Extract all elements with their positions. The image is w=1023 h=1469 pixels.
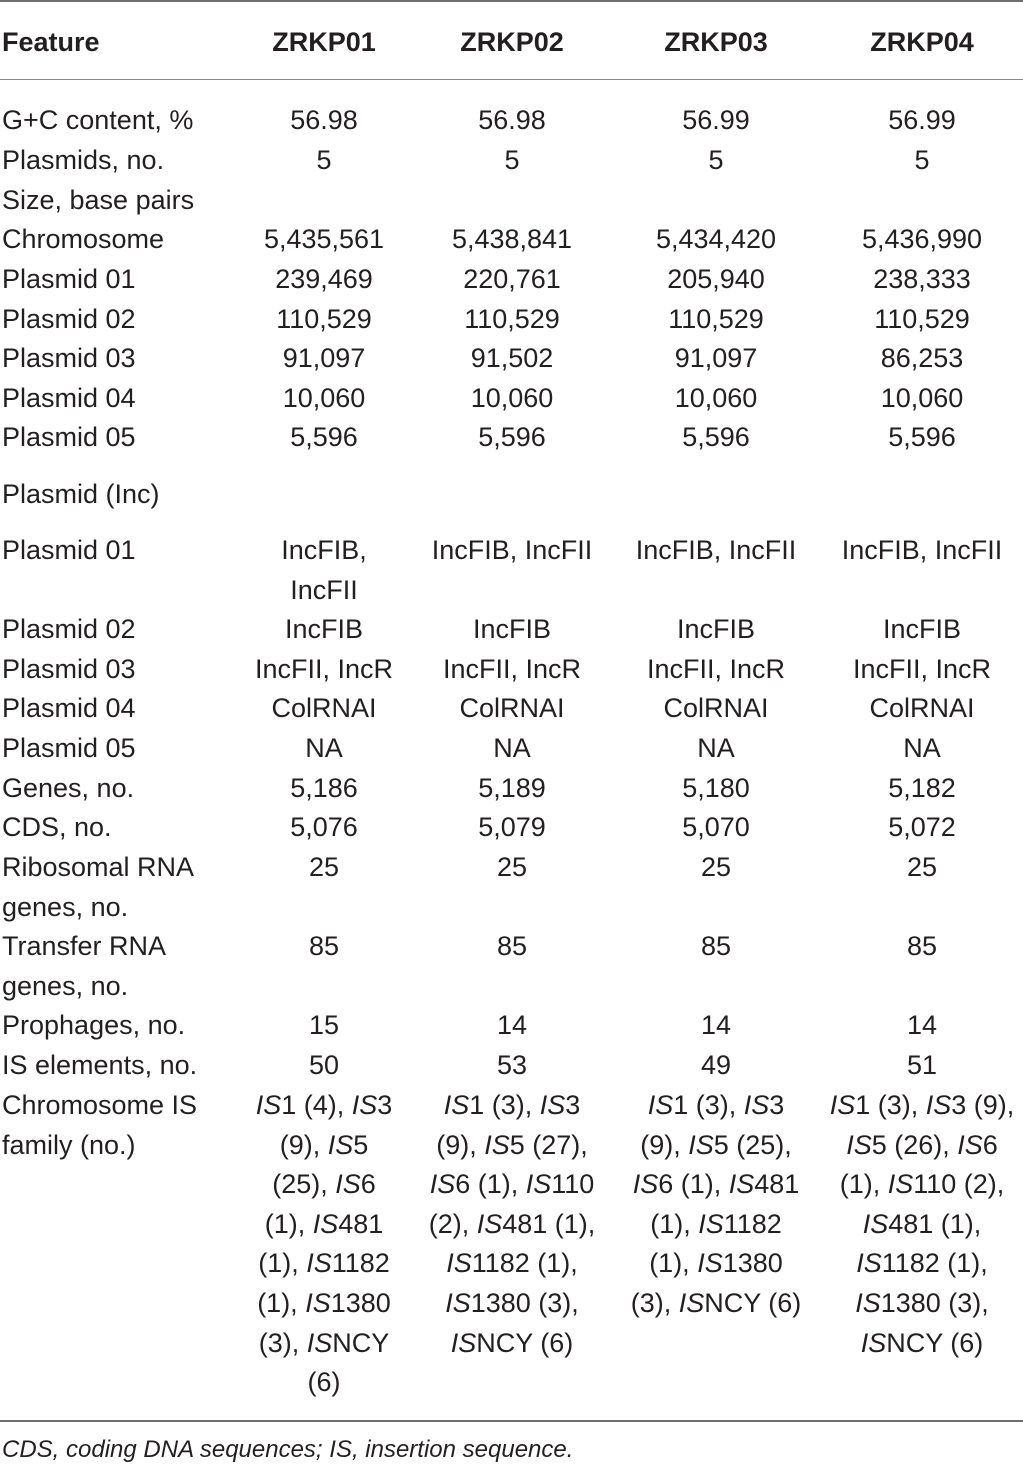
header-zrkp02: ZRKP02 <box>460 27 564 57</box>
table-cell-label: Plasmid 01 <box>2 535 136 565</box>
is-prefix: IS <box>846 1129 872 1160</box>
table-cell-zrkp03: 5,596 <box>682 422 750 452</box>
is-family-cell-zrkp03: IS1 (3), IS3 (9), IS5 (25), IS6 (1), IS481 (1), IS1182 (1), IS1380 (3), ISNCY (6) <box>630 1090 802 1318</box>
is-prefix: IS <box>698 1208 724 1239</box>
is-prefix: IS <box>312 1208 339 1239</box>
is-prefix: IS <box>632 1169 659 1200</box>
is-prefix: IS <box>443 1090 470 1120</box>
table-cell-zrkp04: 14 <box>906 1010 938 1040</box>
table-cell-label: G+C content, % <box>2 105 194 135</box>
is-prefix: IS <box>306 1248 332 1279</box>
table-cell-zrkp04: 86,253 <box>880 343 964 373</box>
header-zrkp03: ZRKP03 <box>664 27 768 57</box>
table-cell-label: Chromosome <box>2 224 165 254</box>
table-cell-zrkp03: 110,529 <box>668 304 764 334</box>
is-prefix: IS <box>351 1090 378 1120</box>
table-cell-zrkp03: 49 <box>700 1050 732 1080</box>
is-family-cell-zrkp02: IS1 (3), IS3 (9), IS5 (27), IS6 (1), IS110 (2), IS481 (1), IS1182 (1), IS1380 (3), ISNCY (6) <box>428 1090 596 1358</box>
table-cell-zrkp01: 56.98 <box>290 105 358 135</box>
table-cell-label: Plasmid 03 <box>2 654 136 684</box>
table-cell-zrkp02: 85 <box>496 931 528 961</box>
table-cell-label: Chromosome IS family (no.) <box>2 1090 198 1160</box>
table-cell-zrkp01: 85 <box>308 931 340 961</box>
table-cell-zrkp02: 25 <box>496 852 528 882</box>
table-cell-zrkp03: ColRNAI <box>663 693 769 723</box>
table-cell-zrkp01: 5 <box>316 145 332 175</box>
table-cell-zrkp02: 14 <box>496 1010 528 1040</box>
header-zrkp01: ZRKP01 <box>272 27 376 57</box>
table-cell-zrkp02: 5,596 <box>478 422 546 452</box>
table-cell-zrkp02: 110,529 <box>464 304 560 334</box>
table-cell-zrkp04: 5,182 <box>888 773 956 803</box>
is-prefix: IS <box>688 1129 714 1160</box>
is-prefix: IS <box>925 1090 952 1120</box>
table-cell-zrkp01: 15 <box>308 1010 340 1040</box>
is-prefix: IS <box>450 1327 477 1358</box>
table-cell-zrkp02: ColRNAI <box>459 693 565 723</box>
table-cell-zrkp04: 56.99 <box>888 105 956 135</box>
table-cell-zrkp04: NA <box>903 733 941 763</box>
table-cell-label: Ribosomal RNA genes, no. <box>2 852 195 922</box>
table-cell-zrkp01: IncFIB, IncFII <box>281 535 367 605</box>
header-feature: Feature <box>2 27 100 57</box>
is-prefix: IS <box>327 1129 354 1160</box>
is-prefix: IS <box>305 1287 331 1318</box>
table-cell-zrkp02: 10,060 <box>470 383 554 413</box>
table-cell-zrkp01: 10,060 <box>282 383 366 413</box>
table-cell-zrkp02: 220,761 <box>463 264 561 294</box>
table-cell-zrkp02: 5,438,841 <box>451 224 573 254</box>
table-cell-label: Plasmid 05 <box>2 422 136 452</box>
table-cell-zrkp02: 5,189 <box>478 773 546 803</box>
table-cell-label: Prophages, no. <box>2 1010 186 1040</box>
table-cell-zrkp01: 50 <box>308 1050 340 1080</box>
is-prefix: IS <box>446 1248 472 1279</box>
is-prefix: IS <box>887 1169 914 1200</box>
table-cell-zrkp04: 10,060 <box>880 383 964 413</box>
is-prefix: IS <box>539 1090 566 1120</box>
table-cell-zrkp01: 91,097 <box>282 343 366 373</box>
table-cell-label: Plasmids, no. <box>2 145 165 175</box>
table-cell-zrkp04: 51 <box>906 1050 938 1080</box>
table-cell-zrkp03: IncFII, IncR <box>646 654 786 684</box>
is-prefix: IS <box>306 1327 333 1358</box>
table-cell-zrkp03: 5,434,420 <box>655 224 777 254</box>
is-prefix: IS <box>484 1129 510 1160</box>
table-cell-zrkp01: 5,186 <box>290 773 358 803</box>
header-zrkp04: ZRKP04 <box>870 27 974 57</box>
table-cell-zrkp03: 10,060 <box>674 383 758 413</box>
is-prefix: IS <box>476 1208 503 1239</box>
table-bottom-rule <box>0 1420 1023 1422</box>
table-cell-zrkp03: NA <box>697 733 735 763</box>
table-cell-zrkp01: ColRNAI <box>271 693 377 723</box>
table-cell-label: Plasmid 02 <box>2 304 136 334</box>
table-cell-zrkp01: 5,435,561 <box>263 224 385 254</box>
table-cell-label: Plasmid 04 <box>2 693 136 723</box>
table-cell-zrkp02: NA <box>493 733 531 763</box>
table-cell-zrkp04: IncFIB <box>882 614 962 644</box>
table-cell-zrkp02: 91,502 <box>470 343 554 373</box>
table-cell-label: IS elements, no. <box>2 1050 198 1080</box>
table-cell-label: Plasmid 01 <box>2 264 136 294</box>
table-cell-zrkp02: 5,079 <box>478 812 546 842</box>
table-cell-zrkp04: 110,529 <box>874 304 970 334</box>
table-cell-zrkp03: 56.99 <box>682 105 750 135</box>
table-cell-zrkp04: 5,596 <box>888 422 956 452</box>
table-cell-zrkp03: 25 <box>700 852 732 882</box>
table-cell-zrkp01: 5,076 <box>290 812 358 842</box>
table-cell-zrkp04: 25 <box>906 852 938 882</box>
is-prefix: IS <box>860 1327 887 1358</box>
table-cell-zrkp01: NA <box>305 733 343 763</box>
table-footnote: CDS, coding DNA sequences; IS, insertion sequence. <box>2 1436 574 1463</box>
table-cell-zrkp01: 25 <box>308 852 340 882</box>
table-top-rule <box>0 0 1023 2</box>
table-cell-zrkp03: IncFIB, IncFII <box>635 535 797 565</box>
is-prefix: IS <box>829 1090 856 1120</box>
table-cell-label: Plasmid 04 <box>2 383 136 413</box>
is-prefix: IS <box>743 1090 770 1120</box>
is-prefix: IS <box>525 1169 552 1200</box>
table-cell-label: Transfer RNA genes, no. <box>2 931 167 1001</box>
is-prefix: IS <box>445 1287 471 1318</box>
table-cell-zrkp01: 5,596 <box>290 422 358 452</box>
table-cell-zrkp02: 5 <box>504 145 520 175</box>
table-cell-zrkp03: 85 <box>700 931 732 961</box>
is-prefix: IS <box>429 1169 456 1200</box>
table-cell-zrkp04: ColRNAI <box>869 693 975 723</box>
is-family-cell-zrkp01: IS1 (4), IS3 (9), IS5 (25), IS6 (1), IS481 (1), IS1182 (1), IS1380 (3), ISNCY (6) <box>255 1090 393 1398</box>
table-cell-label: CDS, no. <box>2 812 112 842</box>
table-cell-zrkp01: IncFIB <box>284 614 364 644</box>
table-header-rule <box>0 79 1023 80</box>
is-prefix: IS <box>957 1129 983 1160</box>
table-cell-zrkp03: 5 <box>708 145 724 175</box>
table-cell-zrkp04: IncFII, IncR <box>852 654 992 684</box>
table-cell-label: Plasmid 02 <box>2 614 136 644</box>
table-cell-zrkp02: IncFII, IncR <box>442 654 582 684</box>
table-cell-zrkp04: 5,072 <box>888 812 956 842</box>
table-cell-zrkp01: IncFII, IncR <box>254 654 394 684</box>
is-prefix: IS <box>855 1287 881 1318</box>
is-prefix: IS <box>862 1208 889 1239</box>
table-cell-zrkp02: 56.98 <box>478 105 546 135</box>
table-cell-zrkp03: IncFIB <box>676 614 756 644</box>
table-cell-zrkp02: 53 <box>496 1050 528 1080</box>
table-cell-zrkp03: 205,940 <box>667 264 765 294</box>
is-prefix: IS <box>335 1169 361 1200</box>
table-cell-zrkp01: 110,529 <box>276 304 372 334</box>
table-cell-zrkp03: 5,180 <box>682 773 750 803</box>
table-cell-label: Plasmid 03 <box>2 343 136 373</box>
table-cell-zrkp03: 5,070 <box>682 812 750 842</box>
is-prefix: IS <box>728 1169 755 1200</box>
is-prefix: IS <box>647 1090 674 1120</box>
is-family-cell-zrkp04: IS1 (3), IS3 (9), IS5 (26), IS6 (1), IS110 (2), IS481 (1), IS1182 (1), IS1380 (3), ISNCY (6) <box>829 1090 1015 1358</box>
table-cell-zrkp03: 14 <box>700 1010 732 1040</box>
table-cell-zrkp04: IncFIB, IncFII <box>841 535 1003 565</box>
table-cell-zrkp04: 238,333 <box>873 264 971 294</box>
table-cell-zrkp01: 239,469 <box>275 264 373 294</box>
table-cell-label: Genes, no. <box>2 773 135 803</box>
table-cell-zrkp04: 5 <box>914 145 930 175</box>
table-cell-label: Size, base pairs <box>2 185 195 215</box>
table-cell-zrkp03: 91,097 <box>674 343 758 373</box>
table-cell-zrkp02: IncFIB <box>472 614 552 644</box>
table-cell-zrkp04: 5,436,990 <box>861 224 983 254</box>
table-cell-label: Plasmid 05 <box>2 733 136 763</box>
is-prefix: IS <box>678 1287 705 1318</box>
table-cell-label: Plasmid (Inc) <box>2 479 160 509</box>
is-prefix: IS <box>255 1090 282 1120</box>
table-cell-zrkp04: 85 <box>906 931 938 961</box>
table-cell-zrkp02: IncFIB, IncFII <box>431 535 593 565</box>
is-prefix: IS <box>697 1248 723 1279</box>
is-prefix: IS <box>856 1248 882 1279</box>
